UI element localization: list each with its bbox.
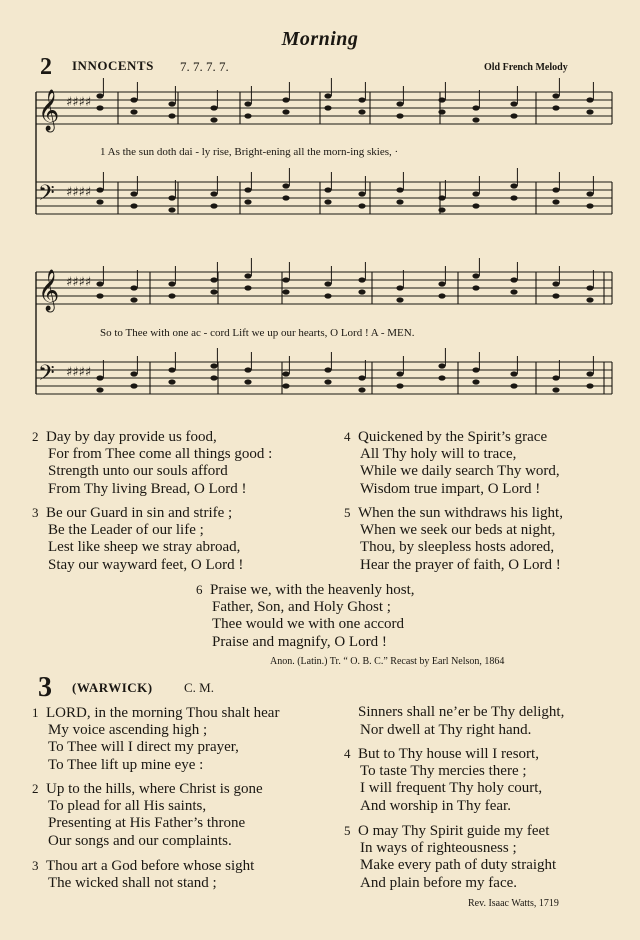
hymn-2-source: Old French Melody	[484, 62, 568, 73]
note-head	[552, 199, 559, 204]
note-head	[210, 289, 217, 294]
note-head	[472, 367, 479, 372]
hymn-2-lyric-line-2: So to Thee with one ac - cord Lift we up our hearts, O Lord ! A - MEN.	[100, 327, 415, 339]
note-head	[168, 293, 175, 298]
note-head	[168, 379, 175, 384]
note-head	[244, 199, 251, 204]
note-head	[244, 285, 251, 290]
note-head	[358, 375, 365, 380]
note-head	[324, 187, 331, 192]
note-head	[438, 281, 445, 286]
note-head	[96, 105, 103, 110]
note-head	[358, 203, 365, 208]
hymn-2-verse-4: 4 Quickened by the Spirit’s grace All Thy holy will to trace, While we daily search Thy word, Wisdom true impart, O Lord !	[344, 429, 560, 497]
note-head	[586, 203, 593, 208]
note-head	[130, 109, 137, 114]
note-head	[282, 383, 289, 388]
note-head	[244, 113, 251, 118]
note-head	[396, 297, 403, 302]
note-head	[282, 277, 289, 282]
bass-clef-icon: 𝄢	[38, 181, 55, 211]
clefs-and-keys	[38, 89, 91, 391]
page-title: Morning	[281, 28, 359, 50]
note-head	[282, 289, 289, 294]
note-head	[324, 281, 331, 286]
note-head	[438, 293, 445, 298]
note-head	[244, 367, 251, 372]
key-signature-icon: ♯♯♯♯	[66, 95, 92, 110]
hymn-3-verse-4: 4 But to Thy house will I resort, To taste Thy mercies there ; I will frequent Thy holy court, And worship in Thy fear.	[344, 746, 543, 814]
note-head	[96, 387, 103, 392]
note-head	[210, 363, 217, 368]
hymn-2-verse-2: 2 Day by day provide us food, For from Thee come all things good : Strength unto our souls afford From Thy living Bread, O Lord !	[32, 429, 273, 497]
note-head	[168, 367, 175, 372]
note-head	[438, 109, 445, 114]
note-head	[244, 379, 251, 384]
note-head	[358, 191, 365, 196]
bar-lines	[36, 92, 612, 394]
note-head	[472, 379, 479, 384]
note-head	[244, 273, 251, 278]
note-head	[244, 101, 251, 106]
note-head	[210, 191, 217, 196]
note-head	[510, 183, 517, 188]
note-head	[168, 101, 175, 106]
note-head	[472, 105, 479, 110]
note-head	[472, 117, 479, 122]
note-head	[210, 375, 217, 380]
note-head	[358, 289, 365, 294]
note-head	[586, 97, 593, 102]
note-head	[552, 375, 559, 380]
hymn-2-lyric-line-1: 1 As the sun doth dai - ly rise, Bright-ening all the morn-ing skies, ·	[100, 146, 399, 158]
note-head	[396, 187, 403, 192]
treble-clef-icon: 𝄞	[38, 90, 60, 131]
note-head	[510, 101, 517, 106]
note-head	[472, 285, 479, 290]
note-head	[552, 105, 559, 110]
note-head	[282, 97, 289, 102]
note-head	[510, 383, 517, 388]
note-head	[510, 289, 517, 294]
note-head	[472, 273, 479, 278]
note-head	[324, 379, 331, 384]
note-head	[282, 109, 289, 114]
hymn-3-verse-1: 1 LORD, in the morning Thou shalt hear My voice ascending high ; To Thee will I direct my prayer, To Thee lift up mine eye :	[32, 705, 280, 773]
note-head	[396, 101, 403, 106]
hymn-2-meter: 7. 7. 7. 7.	[180, 59, 229, 74]
note-head	[472, 191, 479, 196]
hymn-3-verse-5: 5 O may Thy Spirit guide my feet In ways of righteousness ; Make every path of duty straight And plain before my face.	[344, 823, 557, 891]
hymn-2-verse-6: 6 Praise we, with the heavenly host, Father, Son, and Holy Ghost ; Thee would we with one accord Praise and magnify, O Lord !	[196, 582, 415, 650]
hymn-2-verse-3: 3 Be our Guard in sin and strife ; Be the Leader of our life ; Lest like sheep we stray abroad, Stay our wayward feet, O Lord !	[32, 505, 244, 573]
note-head	[586, 371, 593, 376]
note-head	[130, 97, 137, 102]
note-head	[438, 207, 445, 212]
note-head	[438, 195, 445, 200]
note-head	[210, 105, 217, 110]
note-head	[358, 109, 365, 114]
note-head	[282, 183, 289, 188]
hymn-3-verse-2: 2 Up to the hills, where Christ is gone To plead for all His saints, Presenting at His Father’s throne Our songs and our complaints.	[32, 781, 263, 849]
note-head	[130, 371, 137, 376]
note-head	[96, 375, 103, 380]
hymn-2-verse-5: 5 When the sun withdraws his light, When we seek our beds at night, Thou, by sleepless hosts adored, Hear the prayer of faith, O Lord !	[344, 505, 563, 573]
note-head	[130, 383, 137, 388]
hymn-2-tune: INNOCENTS	[72, 58, 154, 73]
note-head	[396, 199, 403, 204]
note-head	[510, 277, 517, 282]
note-head	[586, 191, 593, 196]
note-head	[438, 97, 445, 102]
note-head	[96, 187, 103, 192]
note-head	[396, 113, 403, 118]
note-head	[168, 195, 175, 200]
note-head	[168, 207, 175, 212]
note-head	[244, 187, 251, 192]
note-head	[438, 375, 445, 380]
note-head	[168, 113, 175, 118]
key-signature-icon: ♯♯♯♯	[66, 365, 92, 380]
note-head	[96, 93, 103, 98]
note-head	[510, 195, 517, 200]
note-head	[130, 297, 137, 302]
note-head	[552, 187, 559, 192]
music-score	[0, 0, 640, 420]
note-head	[552, 281, 559, 286]
key-signature-icon: ♯♯♯♯	[66, 185, 92, 200]
hymn-3-verse-3-continued: Sinners shall ne’er be Thy delight, Nor dwell at Thy right hand.	[358, 704, 565, 738]
note-head	[552, 93, 559, 98]
note-head	[210, 203, 217, 208]
hymn-3-number: 3	[38, 672, 52, 703]
note-head	[358, 277, 365, 282]
note-head	[552, 387, 559, 392]
note-head	[96, 281, 103, 286]
note-head	[210, 277, 217, 282]
note-head	[586, 383, 593, 388]
note-head	[168, 281, 175, 286]
key-signature-icon: ♯♯♯♯	[66, 275, 92, 290]
note-head	[552, 293, 559, 298]
note-head	[96, 293, 103, 298]
note-head	[358, 387, 365, 392]
note-head	[396, 383, 403, 388]
note-head	[96, 199, 103, 204]
note-head	[438, 363, 445, 368]
hymn-2-number: 2	[40, 54, 52, 80]
treble-clef-icon: 𝄞	[38, 270, 60, 311]
staff-lines	[36, 92, 612, 394]
note-head	[396, 285, 403, 290]
hymn-3-tune: (WARWICK)	[72, 680, 153, 695]
note-head	[510, 371, 517, 376]
hymn-3-verse-3: 3 Thou art a God before whose sight The wicked shall not stand ;	[32, 858, 255, 891]
note-head	[396, 371, 403, 376]
bass-clef-icon: 𝄢	[38, 361, 55, 391]
note-head	[282, 371, 289, 376]
note-head	[324, 93, 331, 98]
note-head	[586, 285, 593, 290]
note-head	[130, 285, 137, 290]
hymn-3-credit: Rev. Isaac Watts, 1719	[468, 898, 559, 909]
note-head	[324, 367, 331, 372]
note-head	[510, 113, 517, 118]
note-head	[586, 297, 593, 302]
note-head	[210, 117, 217, 122]
note-head	[282, 195, 289, 200]
note-head	[130, 203, 137, 208]
note-head	[324, 199, 331, 204]
note-head	[358, 97, 365, 102]
note-head	[130, 191, 137, 196]
hymn-3-meter: C. M.	[184, 680, 214, 695]
note-head	[324, 293, 331, 298]
note-head	[472, 203, 479, 208]
hymn-2-credit: Anon. (Latin.) Tr. “ O. B. C.” Recast by Earl Nelson, 1864	[270, 656, 505, 667]
note-head	[586, 109, 593, 114]
notes	[96, 78, 593, 393]
note-head	[324, 105, 331, 110]
